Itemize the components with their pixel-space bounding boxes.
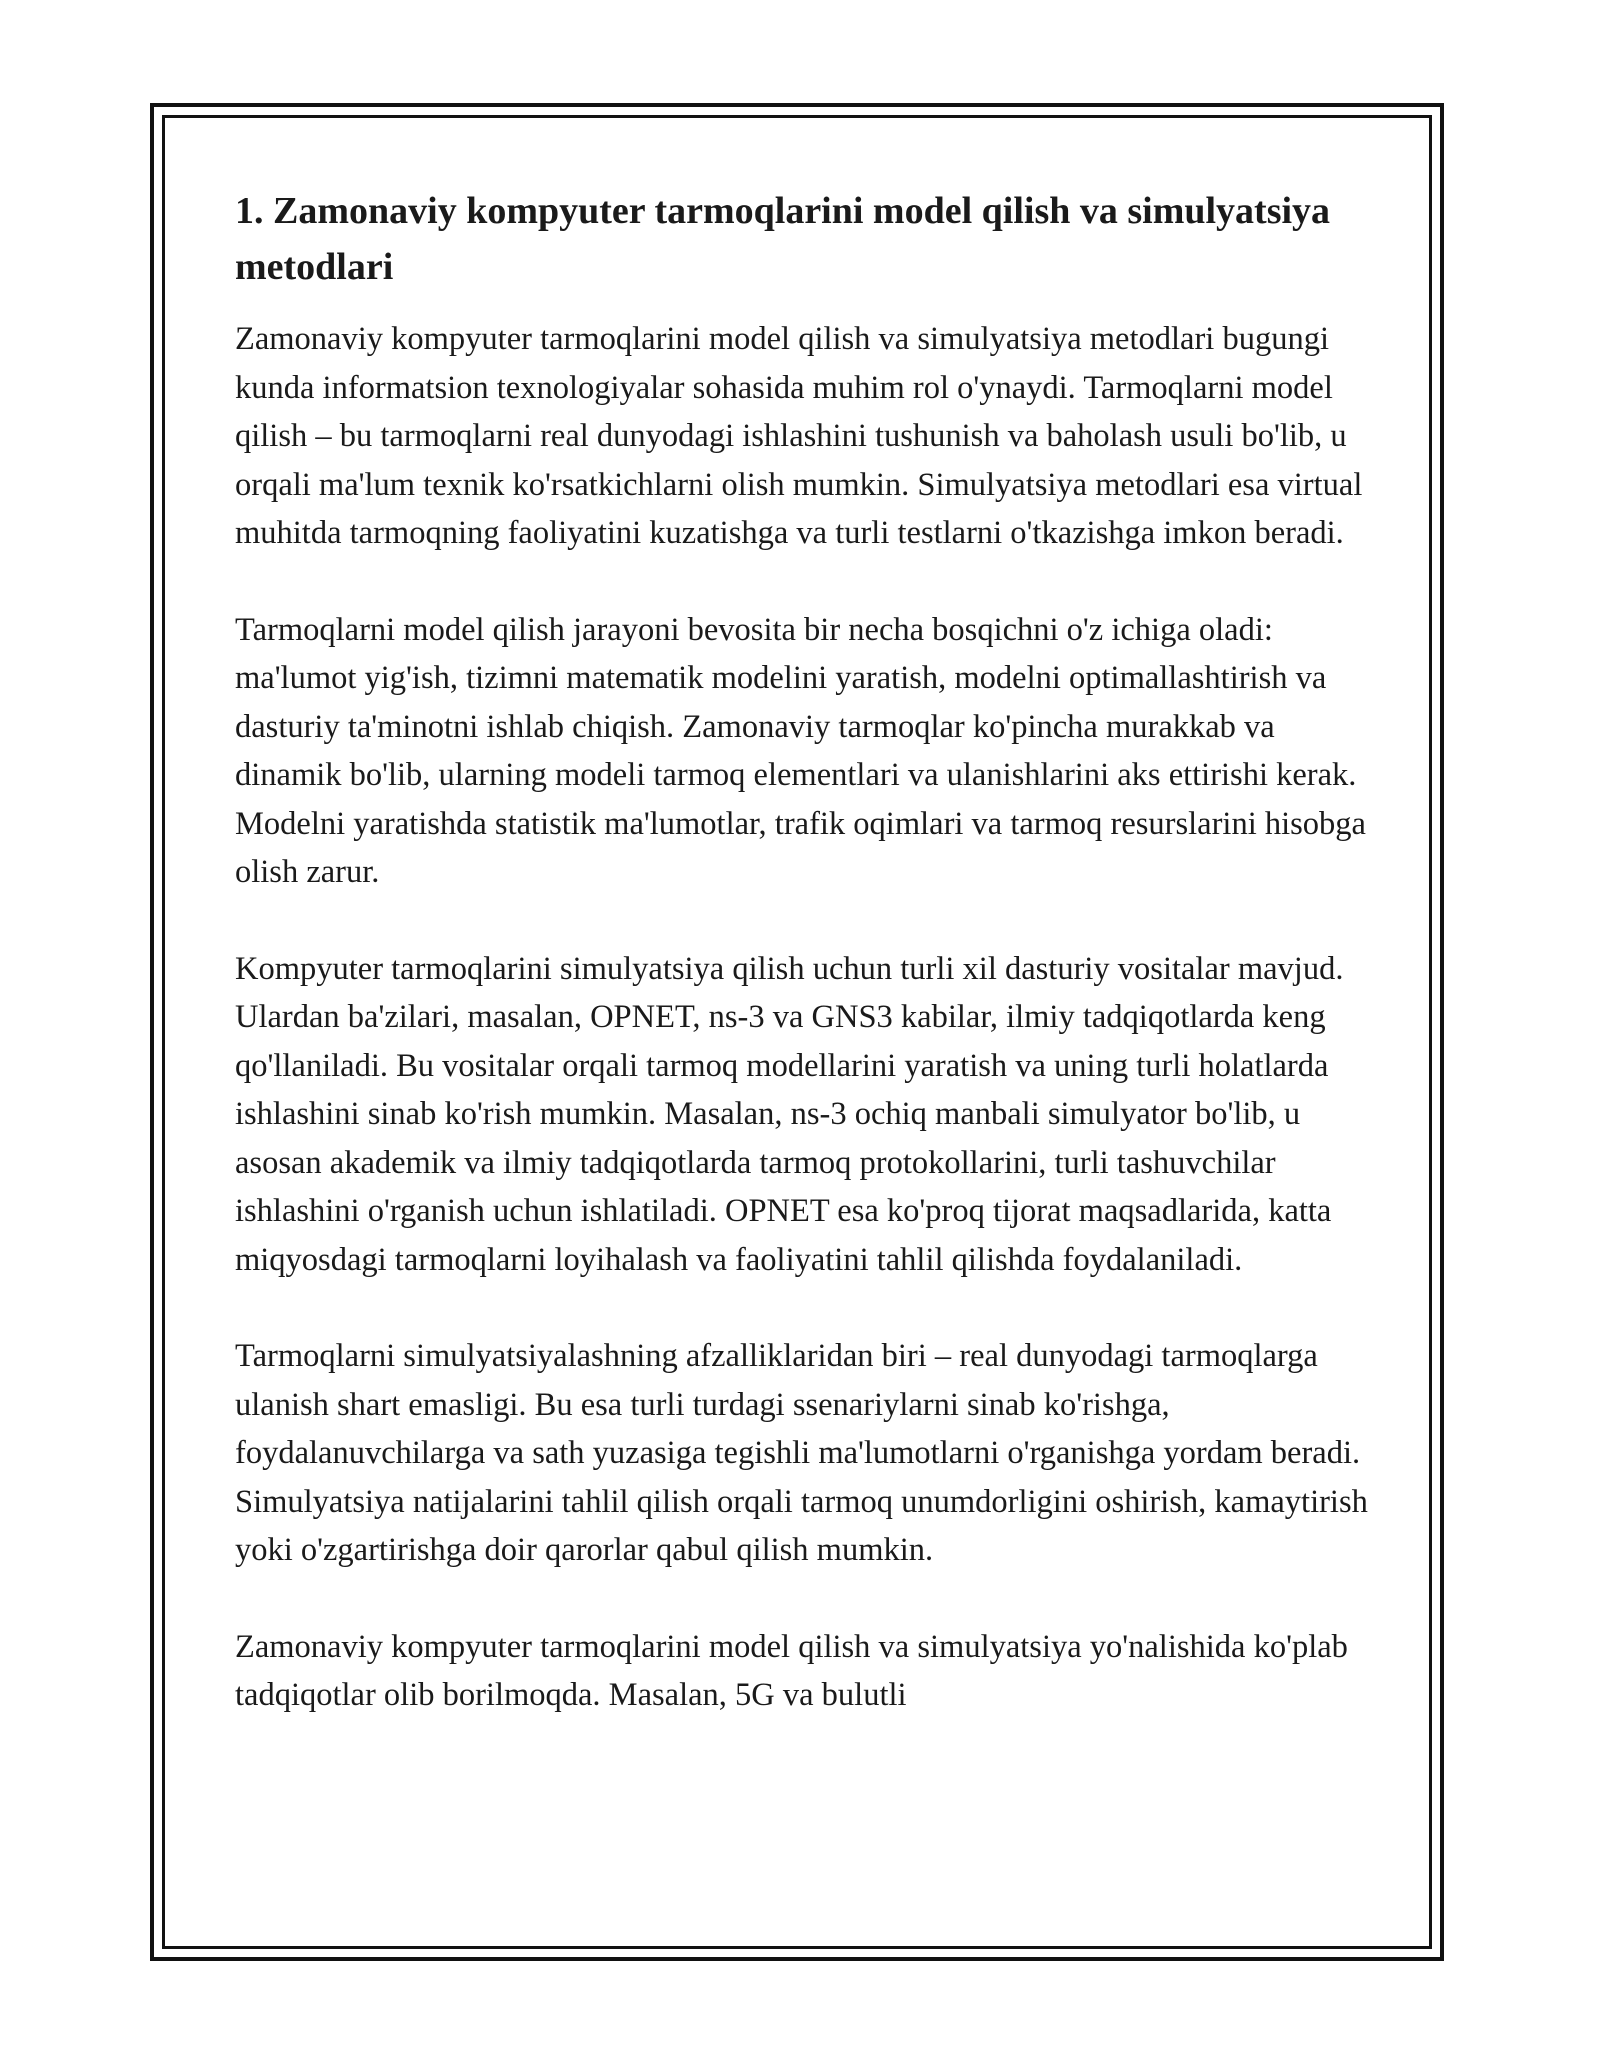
- paragraph-2: Tarmoqlarni model qilish jarayoni bevosita bir necha bosqichni o'z ichiga oladi: ma'lumot yig'ish, tizimni matematik modelini yaratish, modelni optimallashtirish va dasturiy ta'minotni ishlab chiqish. Zamonaviy tarmoqlar ko'pincha murakkab va dinamik bo'lib, ularning modeli tarmoq elementlari va ulanishlarini aks ettirishi kerak. Modelni yaratishda statistik ma'lumotlar, trafik oqimlari va tarmoq resurslarini hisobga olish zarur.: [235, 611, 1366, 890]
- document-body: [235, 183, 1375, 1768]
- paragraph-1: Zamonaviy kompyuter tarmoqlarini model qilish va simulyatsiya metodlari bugungi kunda informatsion texnologiyalar sohasida muhim rol o'ynaydi. Tarmoqlarni model qilish – bu tarmoqlarni real dunyodagi ishlashini tushunish va baholash usuli bo'lib, u orqali ma'lum texnik ko'rsatkichlarni olish mumkin. Simulyatsiya metodlari esa virtual muhitda tarmoqning faoliyatini kuzatishga va turli testlarni o'tkazishga imkon beradi.: [235, 321, 1363, 551]
- paragraph-4: Tarmoqlarni simulyatsiyalashning afzalliklaridan biri – real dunyodagi tarmoqlarga ulanish shart emasligi. Bu esa turli turdagi ssenariylarni sinab ko'rishga, foydalanuvchilarga va sath yuzasiga tegishli ma'lumotlarni o'rganishga yordam beradi. Simulyatsiya natijalarini tahlil qilish orqali tarmoq unumdorligini oshirish, kamaytirish yoki o'zgartirishga doir qarorlar qabul qilish mumkin.: [235, 1338, 1368, 1568]
- paragraph-5: Zamonaviy kompyuter tarmoqlarini model qilish va simulyatsiya yo'nalishida ko'plab tadqiqotlar olib borilmoqda. Masalan, 5G va bulutli: [235, 1628, 1348, 1713]
- section-title: 1. Zamonaviy kompyuter tarmoqlarini model qilish va simulyatsiya metodlari: [235, 190, 1331, 288]
- paragraph-3: Kompyuter tarmoqlarini simulyatsiya qilish uchun turli xil dasturiy vositalar mavjud. Ulardan ba'zilari, masalan, OPNET, ns-3 va GNS3 kabilar, ilmiy tadqiqotlarda keng qo'llaniladi. Bu vositalar orqali tarmoq modellarini yaratish va uning turli holatlarda ishlashini sinab ko'rish mumkin. Masalan, ns-3 ochiq manbali simulyator bo'lib, u asosan akademik va ilmiy tadqiqotlarda tarmoq protokollarini, turli tashuvchilar ishlashini o'rganish uchun ishlatiladi. OPNET esa ko'proq tijorat maqsadlarida, katta miqyosdagi tarmoqlarni loyihalash va faoliyatini tahlil qilishda foydalaniladi.: [235, 950, 1344, 1278]
